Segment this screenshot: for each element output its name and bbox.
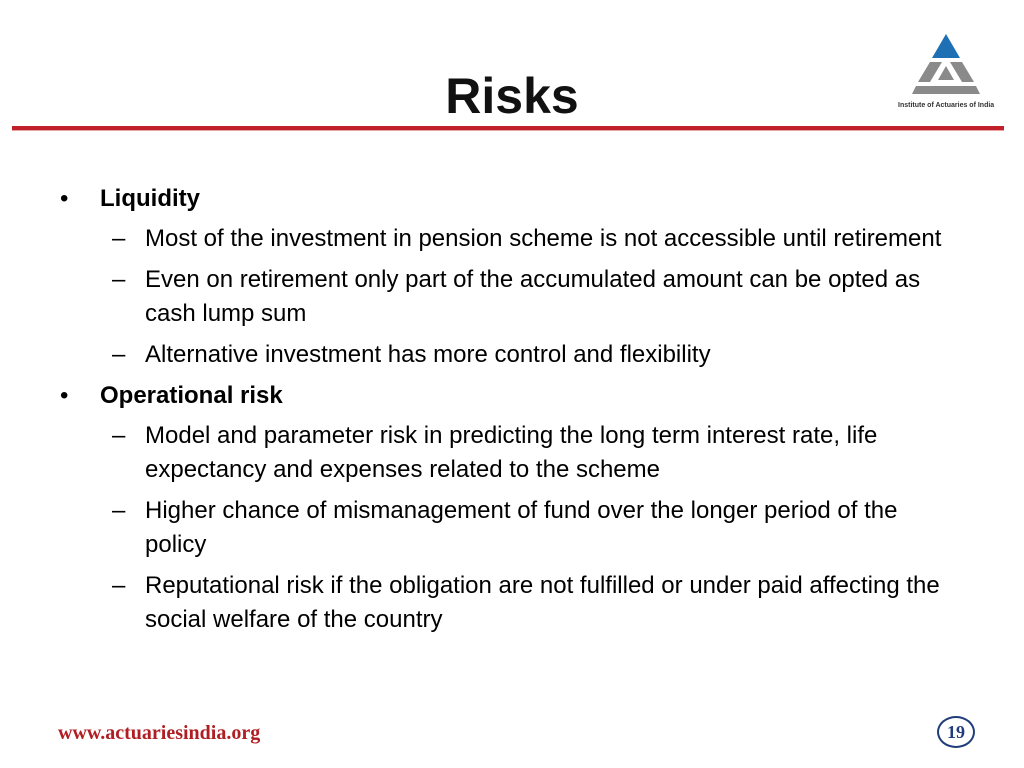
sub-bullet-text: Even on retirement only part of the accumulated amount can be opted as cash lump sum xyxy=(145,266,921,327)
bullet-operational-risk xyxy=(0,379,1024,413)
dash-icon: – xyxy=(112,422,126,449)
logo-triangle-icon xyxy=(908,32,984,100)
bullet-dot-icon: • xyxy=(60,382,69,409)
slide-title: Risks xyxy=(445,68,579,124)
sub-bullet xyxy=(0,494,1024,562)
sub-bullet xyxy=(0,338,1024,372)
sub-bullet-text: Higher chance of mismanagement of fund over the longer period of the policy xyxy=(145,497,898,558)
bullet-label: Liquidity xyxy=(100,185,200,212)
sub-bullet-text: Model and parameter risk in predicting the long term interest rate, life expectancy and expenses related to the scheme xyxy=(145,422,878,483)
bullet-liquidity xyxy=(0,182,1024,216)
dash-icon: – xyxy=(112,572,126,599)
sub-bullet-text: Reputational risk if the obligation are not fulfilled or under paid affecting the social welfare of the country xyxy=(145,572,940,633)
sub-bullet xyxy=(0,419,1024,487)
sub-bullet-text: Alternative investment has more control and flexibility xyxy=(145,341,711,368)
logo-caption: Institute of Actuaries of India xyxy=(898,102,995,109)
bullet-dot-icon: • xyxy=(60,185,69,212)
bullet-label: Operational risk xyxy=(100,382,283,409)
footer-website-link[interactable]: www.actuariesindia.org xyxy=(58,722,261,744)
sub-bullet xyxy=(0,263,1024,331)
sub-bullet xyxy=(0,222,1024,256)
institute-logo xyxy=(898,32,994,112)
dash-icon: – xyxy=(112,497,126,524)
dash-icon: – xyxy=(112,341,126,368)
title-divider xyxy=(12,126,1004,131)
sub-bullet xyxy=(0,569,1024,637)
sub-bullet-text: Most of the investment in pension scheme is not accessible until retirement xyxy=(145,225,942,252)
dash-icon: – xyxy=(112,266,126,293)
bullet-list xyxy=(0,182,1024,644)
dash-icon: – xyxy=(112,225,126,252)
page-number-badge: 19 xyxy=(937,716,975,748)
